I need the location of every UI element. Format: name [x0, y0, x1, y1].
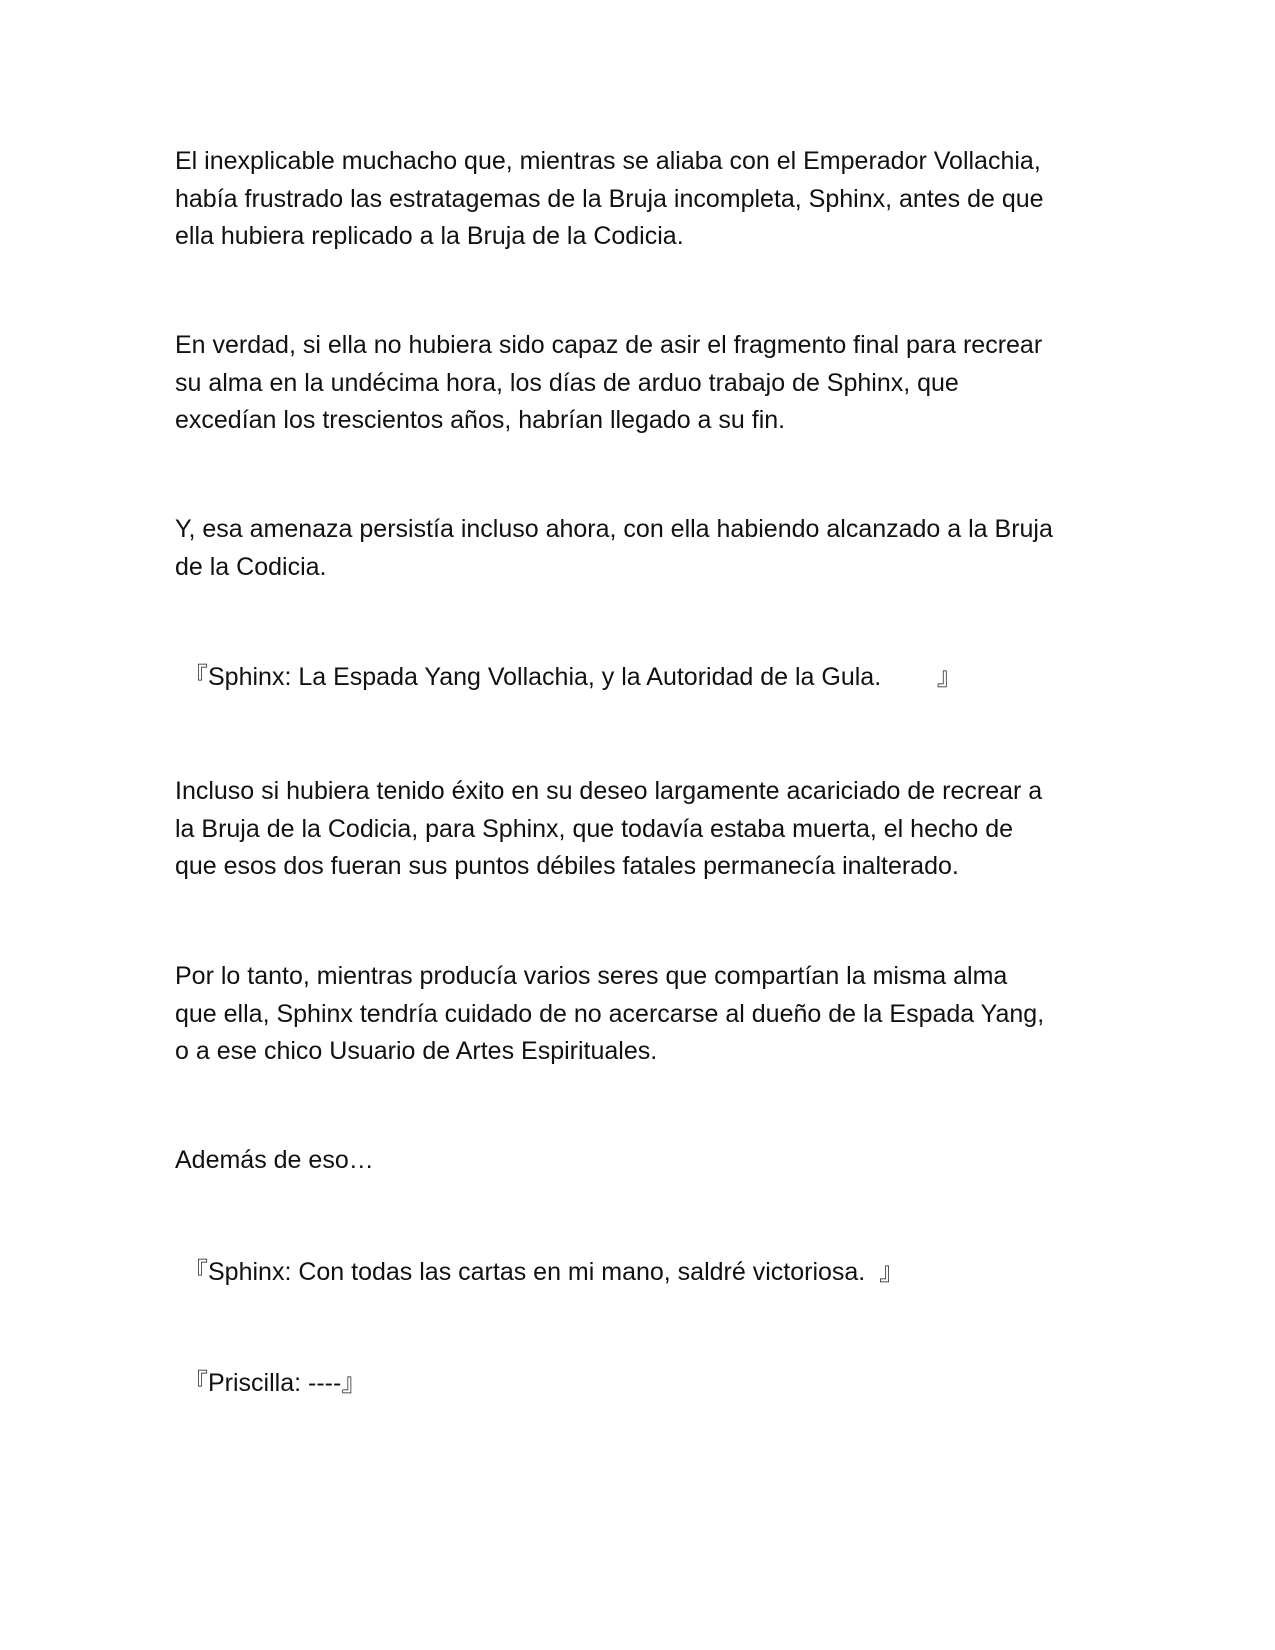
dialogue-quote-3: 『Priscilla: ----』 [183, 1369, 367, 1397]
paragraph-4-line-2: la Bruja de la Codicia, para Sphinx, que todavía estaba muerta, el hecho de [175, 814, 1014, 843]
paragraph-4-line-1: Incluso si hubiera tenido éxito en su deseo largamente acariciado de recrear a [175, 777, 1043, 805]
dialogue-quote-1: 『Sphinx: La Espada Yang Vollachia, y la Autoridad de la Gula. 』 [183, 663, 962, 691]
paragraph-5 [175, 958, 1105, 1071]
paragraph-6: Además de eso… [175, 1146, 374, 1174]
paragraph-2 [175, 327, 1105, 440]
paragraph-4 [175, 773, 1105, 886]
dialogue-quote-2: 『Sphinx: Con todas las cartas en mi mano, saldré victoriosa. 』 [183, 1258, 905, 1286]
paragraph-3 [175, 511, 1105, 586]
paragraph-1-line-1: El inexplicable muchacho que, mientras se aliaba con el Emperador Vollachia, [175, 147, 1041, 175]
paragraph-3-line-1: Y, esa amenaza persistía incluso ahora, con ella habiendo alcanzado a la Bruja [175, 515, 1053, 543]
paragraph-5-line-3: o a ese chico Usuario de Artes Espirituales. [175, 1037, 658, 1065]
paragraph-4-line-3: que esos dos fueran sus puntos débiles fatales permanecía inalterado. [175, 852, 959, 880]
paragraph-5-line-1: Por lo tanto, mientras producía varios seres que compartían la misma alma [175, 962, 1008, 990]
paragraph-1-line-2: había frustrado las estratagemas de la Bruja incompleta, Sphinx, antes de que [175, 184, 1044, 213]
paragraph-2-line-2: su alma en la undécima hora, los días de arduo trabajo de Sphinx, que [175, 368, 959, 397]
paragraph-1-line-3: ella hubiera replicado a la Bruja de la Codicia. [175, 222, 684, 250]
paragraph-2-line-3: excedían los trescientos años, habrían llegado a su fin. [175, 406, 786, 434]
paragraph-2-line-1: En verdad, si ella no hubiera sido capaz de asir el fragmento final para recrear [175, 331, 1043, 359]
paragraph-1 [175, 143, 1105, 256]
paragraph-3-line-2: de la Codicia. [175, 552, 327, 581]
paragraph-5-line-2: que ella, Sphinx tendría cuidado de no acercarse al dueño de la Espada Yang, [175, 999, 1045, 1028]
